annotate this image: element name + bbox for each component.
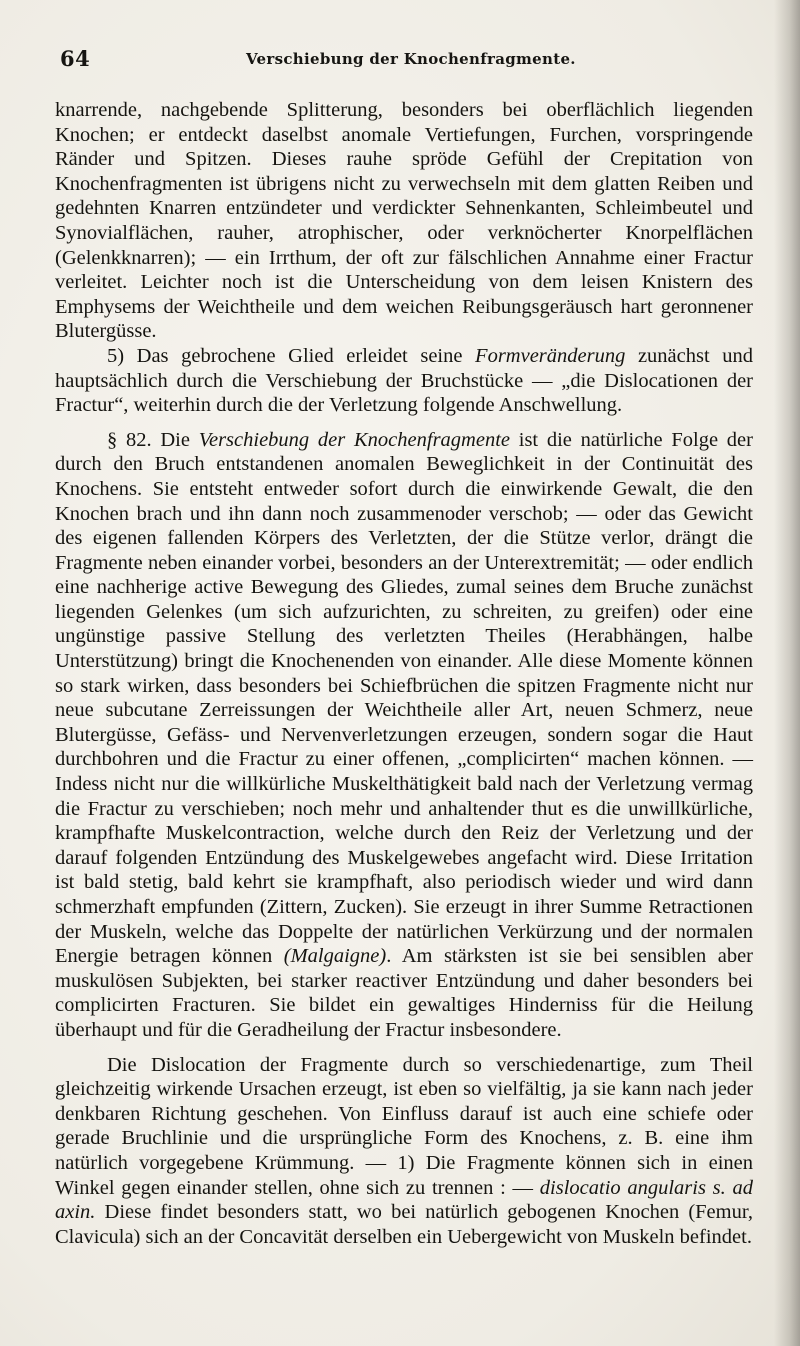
text-run: 5) Das gebrochene Glied erleidet seine (107, 344, 476, 367)
text-run: § 82. Die (107, 428, 199, 451)
emphasis-text: Formveränderung (475, 344, 626, 367)
paragraph-dislocation (55, 1053, 753, 1250)
paragraph-form-change (55, 344, 753, 418)
body-text (55, 98, 753, 1249)
text-run: ist die natürliche Folge der durch den Bruch entstandenen anomalen Beweglichkeit in der Continuität des Knochens. Sie entsteht entweder sofort durch die einwirkende Gewalt, die den Knochen brach und ihn dann noch zusammenoder verschob; — oder das Gewicht des eigenen fallenden Körpers des Verletzten, der die Stütze verlor, drängt die Fragmente neben einander vorbei, besonders an der Unterextremität; — oder endlich eine nachherige active Bewegung des Gliedes, zumal seines dem Bruche zunächst liegenden Gelenkes (um sich aufzurichten, zu schreiten, zu greifen) oder eine ungünstige passive Stellung des verletzten Theiles (Herabhängen, halbe Unterstützung) bringt die Knochenenden von einander. Alle diese Momente können so stark wirken, dass besonders bei Schiefbrüchen die spitzen Fragmente nicht nur neue subcutane Zerreissungen der Weichtheile aller Art, neuen Schmerz, neue Blutergüsse, Gefäss- und Nervenverletzungen erzeugen, sondern sogar die Haut durchbohren und die Fractur zu einer offenen, „complicirten“ machen können. — Indess nicht nur die willkürliche Muskelthätigkeit bald nach der Verletzung vermag die Fractur zu verschieben; noch mehr und anhaltender thut es die unwillkürliche, krampfhafte Muskelcontraction, welche durch den Reiz der Verletzung und der darauf folgenden Entzündung des Muskelgewebes angefacht wird. Diese Irritation ist bald stetig, bald kehrt sie krampfhaft, also periodisch wieder und wird dann schmerzhaft empfunden (Zittern, Zucken). Sie erzeugt in ihrer Summe Retractionen der Muskeln, welche das Doppelte der natürlichen Verkürzung und der normalen Energie betragen können (55, 428, 753, 968)
emphasis-text: Verschiebung der Knochenfragmente (198, 428, 510, 451)
emphasis-citation: (Malgaigne) (283, 945, 387, 968)
text-run: Die Dislocation der Fragmente durch so verschiedenartige, zum Theil gleichzeitig wirkende Ursachen erzeugt, ist eben so vielfältig, ja sie kann nach jeder denkbaren Richtung geschehen. Von Einfluss darauf ist auch eine schiefe oder gerade Bruchlinie und die ursprüngliche Form des Knochens, z. B. eine ihm natürlich vorgegebene Krümmung. — 1) Die Fragmente können sich in einen Winkel gegen einander stellen, ohne sich zu trennen : — (55, 1053, 753, 1199)
text-run: zunächst und hauptsächlich durch die Verschiebung der Bruchstücke — „die Dislocationen der Fractur“, weiterhin durch die der Verletzung folgende Anschwellung. (55, 344, 753, 417)
page-number: 64 (60, 46, 91, 71)
page-header (60, 46, 750, 76)
text-run: Diese findet besonders statt, wo bei natürlich gebogenen Knochen (Femur, Clavicula) sich an der Concavität derselben ein Uebergewicht von Muskeln befindet. (55, 1201, 753, 1248)
paragraph-section-82 (55, 428, 753, 1043)
page-edge-shadow (774, 0, 800, 1346)
emphasis-term: dislocatio angularis s. ad axin. (55, 1176, 754, 1224)
paragraph-crepitation: knarrende, nachgebende Splitterung, besonders bei oberflächlich liegenden Knochen; er entdeckt daselbst anomale Vertiefungen, Furchen, vorspringende Ränder und Spitzen. Dieses rauhe spröde Gefühl der Crepitation von Knochenfragmenten ist übrigens nicht zu verwechseln mit dem glatten Reiben und gedehnten Knarren entzündeter und verdickter Sehnenkanten, Schleimbeutel und Synovialflächen, rauher, atrophischer, oder verknöcherter Knorpelflächen (Gelenkknarren); — ein Irrthum, der oft zur fälschlichen Annahme einer Fractur verleitet. Leichter noch ist die Unterscheidung von dem leisen Knistern des Emphysems der Weichtheile und dem weichen Reibungsgeräusch hart geronnener Blutergüsse. (55, 99, 753, 343)
text-run: . Am stärksten ist sie bei sensiblen aber muskulösen Subjekten, bei starker reactiver Entzündung und daher besonders bei complicirten Fracturen. Sie bildet ein gewaltiges Hinderniss für die Heilung überhaupt und für die Geradheilung der Fractur insbesondere. (55, 945, 753, 1041)
running-title: Verschiebung der Knochenfragmente. (246, 50, 576, 68)
